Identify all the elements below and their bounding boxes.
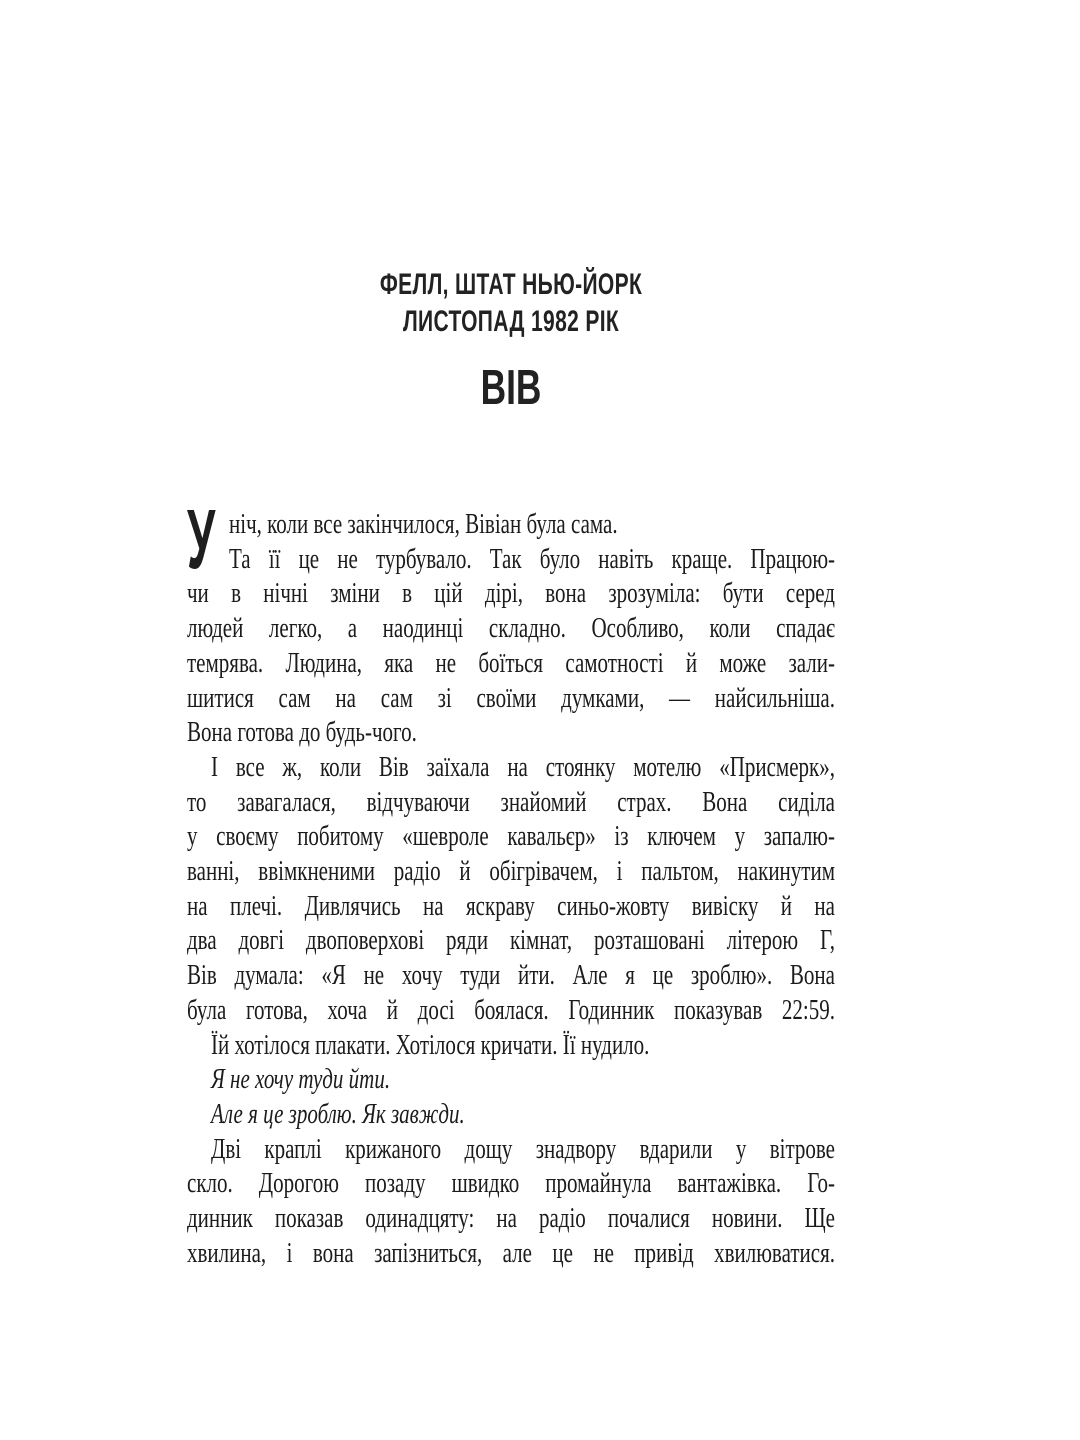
text-line: Та її це не турбувало. Так було навіть краще. Працюю- (229, 543, 835, 575)
text-line: хвилина, і вона запізниться, але це не привід хвилюватися. (187, 1237, 835, 1269)
text-line: Дві краплі крижаного дощу знадвору вдарили у вітрове (211, 1133, 835, 1165)
dropcap-letter: У (187, 492, 216, 586)
text-line: Але я це зроблю. Як завжди. (211, 1098, 465, 1130)
body-text (187, 492, 835, 1271)
text-line: Вів думала: «Я не хочу туди йти. Але я це зроблю». Вона (187, 960, 835, 992)
text-line: І все ж, коли Вів заїхала на стоянку мотелю «Присмерк», (211, 751, 835, 783)
chapter-header (187, 266, 835, 340)
text-line: була готова, хоча й досі боялася. Годинник показував 22:59. (187, 994, 835, 1026)
location-line-1: ФЕЛЛ, ШТАТ НЬЮ-ЙОРК (379, 268, 643, 301)
text-line: Вона готова до будь-чого. (187, 717, 417, 749)
text-line: шитися сам на сам зі своїми думками, — найсильніша. (187, 682, 835, 714)
text-line: у своєму побитому «шевроле кавальєр» із ключем у запалю- (187, 821, 835, 853)
location-line-2: ЛИСТОПАД 1982 РІК (402, 305, 620, 338)
text-line: ванні, ввімкненими радіо й обігрівачем, і пальтом, накинутим (187, 856, 835, 888)
text-line: динник показав одинадцяту: на радіо почалися новини. Ще (187, 1203, 835, 1235)
dropcap (187, 492, 225, 586)
text-line: Я не хочу туди йти. (211, 1064, 391, 1096)
chapter-title: ВІВ (480, 361, 542, 415)
text-line: на плечі. Дивлячись на яскраву синьо-жовту вивіску й на (187, 890, 835, 922)
text-line: два довгі двоповерхові ряди кімнат, розташовані літерою Г, (187, 925, 835, 957)
text-line: Їй хотілося плакати. Хотілося кричати. Її нудило. (211, 1029, 650, 1061)
text-line: людей легко, а наодинці складно. Особливо, коли спадає (187, 613, 835, 645)
text-line: чи в нічні зміни в цій дірі, вона зрозуміла: бути серед (187, 578, 835, 610)
text-line: темрява. Людина, яка не боїться самотності й може зали- (187, 647, 835, 679)
text-line: ніч, коли все закінчилося, Вівіан була сама. (229, 509, 618, 540)
text-line: то завагалася, відчуваючи знайомий страх. Вона сиділа (187, 786, 835, 818)
text-line: скло. Дорогою позаду швидко промайнула вантажівка. Го- (187, 1168, 835, 1200)
